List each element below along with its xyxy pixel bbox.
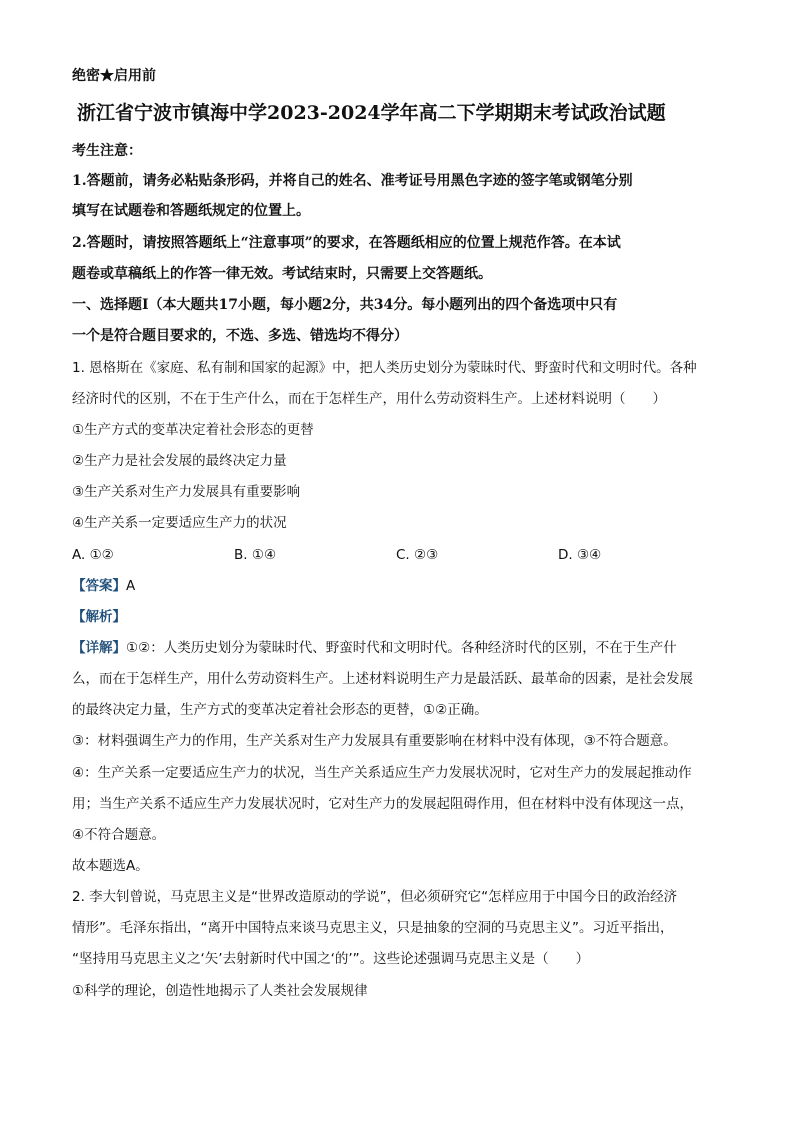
detail-line-1	[72, 638, 677, 658]
answer-value: A	[126, 578, 136, 594]
question-1-item-2: ②生产力是社会发展的最终决定力量	[72, 453, 287, 469]
answer-line	[72, 576, 135, 596]
conclusion: 故本题选A。	[72, 858, 149, 874]
question-1-item-4: ④生产关系一定要适应生产力的状况	[72, 515, 287, 531]
detail-line-6: 用；当生产关系不适应生产力发展状况时，它对生产力的发展起阻碍作用，但在材料中没有体现这一点，	[72, 796, 693, 812]
option-a: A. ①②	[72, 547, 114, 563]
detail-tag: 【详解】	[72, 640, 126, 656]
detail-line-2: 么，而在于怎样生产，用什么劳动资料生产。上述材料说明生产力是最活跃、最革命的因素，是社会发展	[72, 671, 693, 687]
detail-line-7: ④不符合题意。	[72, 827, 166, 843]
question-1-item-1: ①生产方式的变革决定着社会形态的更替	[72, 422, 314, 438]
page-title: 浙江省宁波市镇海中学2023-2024学年高二下学期期末考试政治试题	[77, 102, 666, 124]
detail-line-5: ④：生产关系一定要适应生产力的状况，当生产关系适应生产力发展状况时，它对生产力的发展起推动作	[72, 765, 692, 781]
question-1-stem-line-1: 1. 恩格斯在《家庭、私有制和国家的起源》中，把人类历史划分为蒙昧时代、野蛮时代和文明时代。各种	[72, 360, 697, 376]
notice-item-2-line-2: 题卷或草稿纸上的作答一律无效。考试结束时，只需要上交答题纸。	[72, 266, 492, 282]
section-heading-line-2: 一个是符合题目要求的，不选、多选、错选均不得分）	[72, 328, 408, 344]
question-2-stem-line-1: 2. 李大钊曾说，马克思主义是“世界改造原动的学说”，但必须研究它“怎样应用于中国今日的政治经济	[72, 889, 678, 905]
question-1-item-3: ③生产关系对生产力发展具有重要影响	[72, 484, 301, 500]
question-2-stem-line-2: 情形”。毛泽东指出，“离开中国特点来谈马克思主义，只是抽象的空洞的马克思主义”。习近平指出，	[72, 920, 674, 936]
notice-heading: 考生注意：	[72, 143, 142, 159]
option-c: C. ②③	[396, 547, 439, 563]
option-b: B. ①④	[234, 547, 277, 563]
detail-text-1: ①②：人类历史划分为蒙昧时代、野蛮时代和文明时代。各种经济时代的区别，不在于生产什	[126, 640, 677, 656]
notice-item-1-line-1: 1.答题前，请务必粘贴条形码，并将自己的姓名、准考证号用黑色字迹的签字笔或钢笔分别	[72, 173, 633, 189]
question-2-stem-line-3: “坚持用马克思主义之‘矢’去射新时代中国之‘的’”。这些论述强调马克思主义是（ ）	[72, 951, 590, 967]
option-d: D. ③④	[558, 547, 602, 563]
notice-item-2-line-1: 2.答题时，请按照答题纸上“注意事项”的要求，在答题纸相应的位置上规范作答。在本试	[72, 235, 621, 251]
question-2-item-1: ①科学的理论，创造性地揭示了人类社会发展规律	[72, 983, 368, 999]
question-1-stem-line-2: 经济时代的区别，不在于生产什么，而在于怎样生产，用什么劳动资料生产。上述材料说明（ ）	[72, 391, 666, 407]
analysis-line	[72, 607, 126, 627]
detail-line-4: ③：材料强调生产力的作用，生产关系对生产力发展具有重要影响在材料中没有体现，③不符合题意。	[72, 733, 677, 749]
secret-mark: 绝密★启用前	[72, 68, 156, 84]
analysis-tag: 【解析】	[72, 609, 126, 625]
section-heading-line-1: 一、选择题Ⅰ（本大题共17小题，每小题2分，共34分。每小题列出的四个备选项中只有	[72, 297, 618, 313]
notice-item-1-line-2: 填写在试题卷和答题纸规定的位置上。	[72, 203, 310, 219]
detail-line-3: 的最终决定力量，生产方式的变革决定着社会形态的更替，①②正确。	[72, 702, 488, 718]
answer-tag: 【答案】	[72, 578, 126, 594]
